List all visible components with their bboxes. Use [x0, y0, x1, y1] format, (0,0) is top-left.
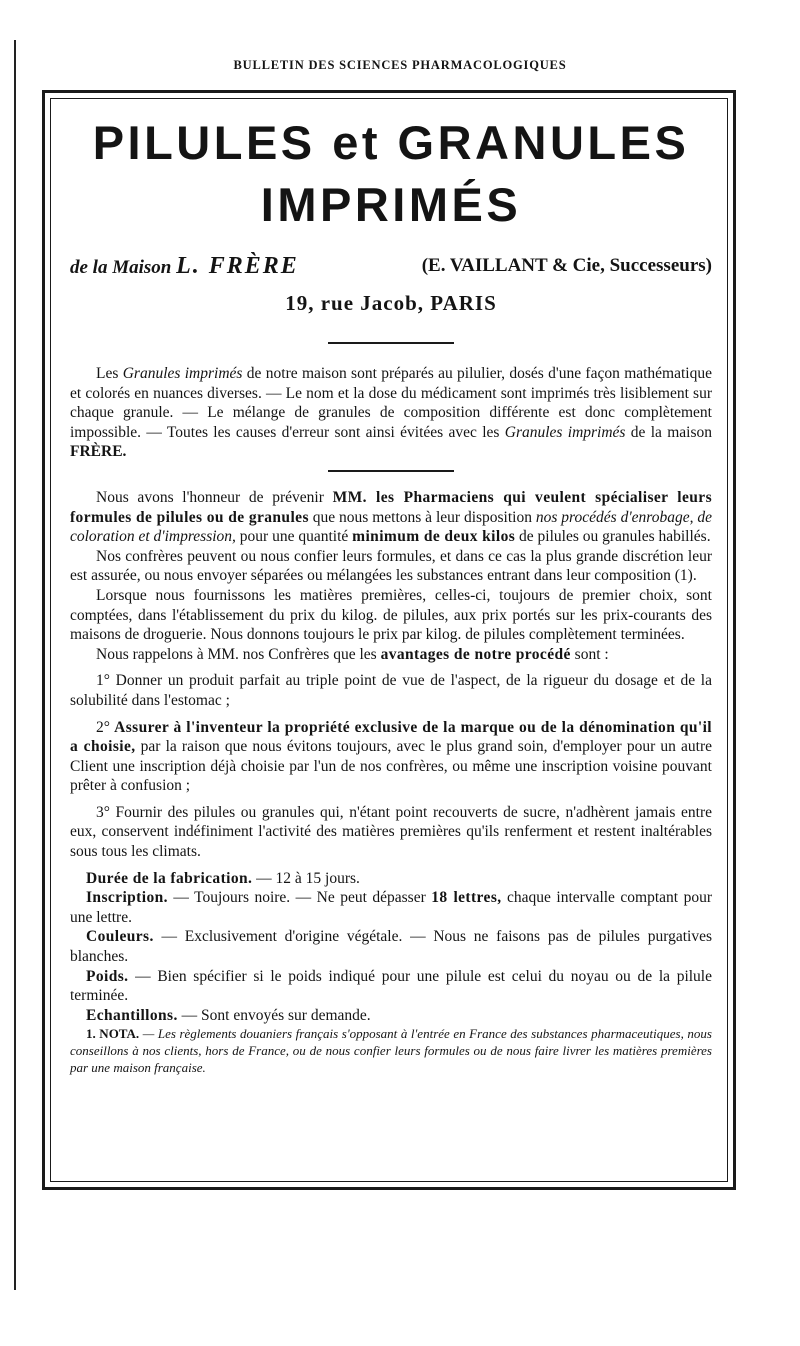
couleurs-label: Couleurs. [86, 928, 154, 946]
text-run: Nous rappelons à MM. nos Confrères que les [96, 645, 381, 663]
advantage-item-2 [70, 718, 712, 796]
text-run: MM. les Pharmaciens qui veulent spécialiser leurs formules de pilules ou de granules [70, 488, 713, 526]
nota-footnote [70, 1025, 712, 1076]
duree-line [70, 869, 712, 889]
text-run: FRÈRE. [70, 443, 127, 461]
advantage-item-3: 3° Fournir des pilules ou granules qui, n'étant point recouverts de sucre, n'adhèrent jamais entre eux, conservent indéfiniment l'activité des matières premières qu'ils renferment et restent inaltérables sous tous les climats. [70, 803, 712, 861]
text-run: Granules imprimés [122, 365, 243, 382]
text-run: — Toujours noire. — Ne peut dépasser [167, 889, 432, 907]
text-run: 18 lettres, [431, 889, 502, 907]
text-run: — Sont envoyés sur demande. [177, 1006, 371, 1024]
text-run: Nous avons l'honneur de prévenir [96, 488, 333, 506]
text-run: que nous mettons à leur disposition [308, 508, 536, 526]
text-run: de pilules ou granules habillés. [515, 528, 711, 546]
paragraph-avantages [70, 645, 712, 665]
ad-body [70, 364, 712, 1076]
text-run: Assurer à l'inventeur la propriété exclusive de la marque ou de la dénomination qu'il a choisie, [70, 718, 712, 756]
ad-title-line-2: IMPRIMÉS [260, 178, 522, 231]
text-run: par la raison que nous évitons toujours, avec le plus grand soin, d'employer pour un autre Client une inscription déjà choisie par l'un de nos confrères, ou même une inscription voisine pouvant prêter à confusion ; [70, 738, 712, 795]
text-run: — Exclusivement d'origine végétale. — Nous ne faisons pas de pilules purgatives blanches. [70, 928, 712, 966]
poids-label: Poids. [86, 967, 129, 985]
echantillons-label: Echantillons. [86, 1006, 178, 1024]
text-run: 2° [96, 718, 115, 736]
text-run: de la maison [625, 423, 712, 441]
text-run: chaque intervalle comptant pour une lettre. [70, 889, 713, 926]
inscription-line [70, 888, 712, 927]
text-run: avantages de notre procédé [380, 645, 571, 663]
paragraph-matieres: Lorsque nous fournissons les matières premières, celles-ci, toujours de premier choix, sont comptées, dans l'établissement du prix du kilog. de pilules, aux prix portés sur les prix-courants des maisons de droguerie. Nous donnons toujours le prix par kilog. de pilules complètement terminées. [70, 586, 712, 644]
page-edge-line [14, 40, 16, 1290]
maison-prefix: de la Maison [70, 257, 172, 278]
duree-label: Durée de la fabrication. [86, 869, 253, 887]
couleurs-line [70, 927, 712, 966]
text-run: Granules imprimés [504, 423, 626, 441]
advantage-item-1: 1° Donner un produit parfait au triple point de vue de l'aspect, de la rigueur du dosage et de la solubilité dans l'estomac ; [70, 672, 712, 709]
text-run: — Bien spécifier si le poids indiqué pour une pilule est celui du noyau ou de la pilule terminée. [70, 967, 712, 1005]
nota-label: 1. NOTA. [86, 1026, 140, 1042]
paragraph-specialiser [70, 488, 712, 547]
text-run: minimum de deux kilos [352, 528, 516, 546]
echantillons-line [70, 1006, 712, 1026]
paragraph-confreres: Nos confrères peuvent ou nous confier leurs formules, et dans ce cas la plus grande discrétion leur est assurée, ou nous envoyer séparées ou mélangées les substances entrant dans leur composition (1). [70, 547, 712, 585]
advertisement [70, 112, 712, 1076]
ad-title-line-1: PILULES et GRANULES [92, 116, 690, 169]
successors: (E. VAILLANT & Cie, Successeurs) [421, 255, 712, 276]
maison-line [70, 254, 712, 280]
text-run: sont : [570, 645, 609, 663]
inscription-label: Inscription. [86, 889, 168, 907]
text-run: pour une quantité [235, 528, 353, 546]
text-run: de notre maison sont préparés au pilulier, dosés d'une façon mathématique et colorés en nuances diverses. — Le nom et la dose du médicament sont imprimés très lisiblement sur chaque granule. — Le mélange de granules de composition différente est donc complètement impossible. — Toutes les causes d'erreur sont ainsi évitées avec les [70, 365, 712, 441]
poids-line [70, 967, 712, 1006]
text-run: — 12 à 15 jours. [252, 869, 360, 887]
address: 19, rue Jacob, PARIS [285, 291, 497, 315]
intro-paragraph [70, 364, 712, 462]
text-run: Les [96, 365, 123, 382]
nota-text: — Les règlements douaniers français s'opposant à l'entrée en France des substances pharmaceutiques, nous conseillons à nos clients, hors de France, ou de nous confier leurs formules ou de nous faire livrer les matières premières par une maison française. [70, 1026, 712, 1076]
maison-name: L. FRÈRE [176, 253, 299, 279]
divider-rule [328, 342, 454, 344]
divider-rule [328, 470, 454, 472]
running-head: BULLETIN DES SCIENCES PHARMACOLOGIQUES [233, 58, 567, 72]
text-run: nos procédés d'enrobage, de coloration et d'impression, [70, 508, 712, 546]
